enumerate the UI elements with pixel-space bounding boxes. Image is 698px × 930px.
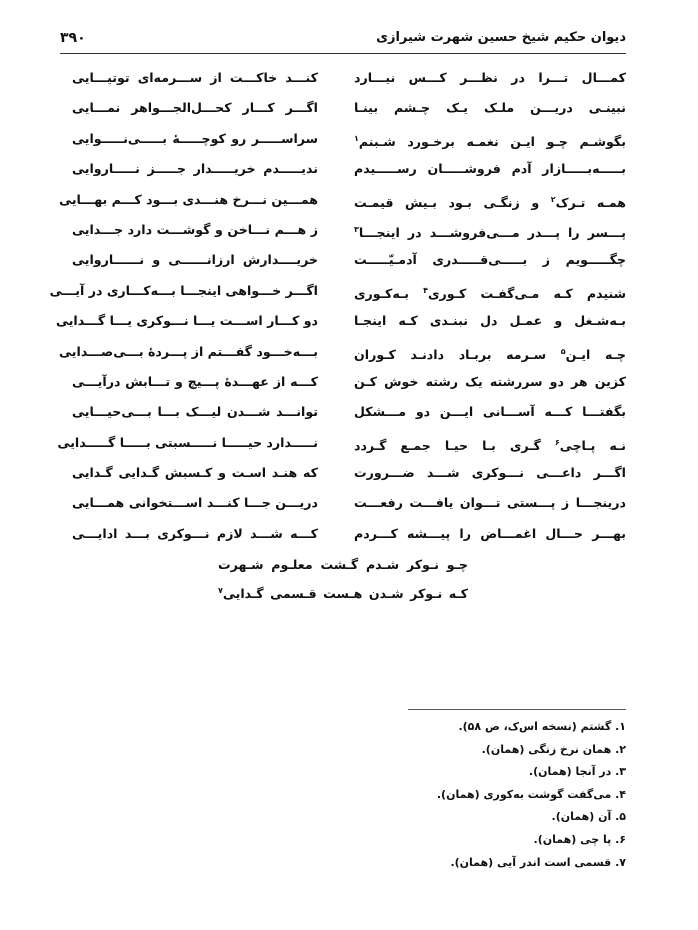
footnote-marker: ۶ [554,437,560,447]
hemistich-text: گـری بـا حيـا جمـع گـردد [354,437,555,453]
couplet [60,157,626,187]
footnote: ۵. آن (همان). [551,810,626,824]
hemistich-text: کـه نـوکر شـدن هـست قـسمی گـدايی [222,586,468,602]
left-hemistich: همـــين نـــرخ هنـــدی بـــود کـــم بهـــايی [59,191,318,207]
left-hemistich: توانـــد شـــدن ليـــک بـــا بـــی‌حيـــايی [72,404,318,420]
couplet [57,431,626,461]
left-hemistich: دو کـــار اســـت يـــا نـــوکری يـــا گـــدايی [55,313,318,329]
left-hemistich: کنـــد خاکـــت از ســـرمه‌ای توتيـــايی [72,70,318,85]
footnote: ۷. قسمی است اندر آیی (همان). [450,855,626,869]
right-hemistich: بـه‌شـغل و عمـل دل نبنـدی کـه اينجـا [354,313,626,329]
right-hemistich: کمـــال تـــرا در نظـــر کـــس نيـــارد [354,70,626,85]
hemistich-text: شنيدم کـه مـی‌گفـت کـوری [428,285,627,301]
left-hemistich: ز هـــم نـــاخن و گوشـــت دارد جـــدايی [72,221,318,237]
couplet [60,491,626,521]
footnote: ۶. پا چی (همان). [533,832,626,846]
left-hemistich: کـــه شـــد لازم نـــوکری بـــد ادايـــی [72,525,318,541]
right-hemistich [354,188,626,215]
final-line-1: چـو نـوکر شـدم گـشت معلـوم شـهرت [218,557,468,573]
footnote-marker: ۱ [354,133,359,143]
left-hemistich: کـــه از عهـــدهٔ پـــيچ و تـــابش درآيـــی [72,373,318,389]
left-hemistich: نـــــدارد حيـــــا نـــــسبتی بـــــا گـــــدايی [57,434,318,450]
couplet [60,522,626,552]
left-hemistich: دريـــن جـــا کنـــد اســـتخوانی همـــايی [72,495,318,511]
right-hemistich: بهـــر حـــال اغمـــاض را پيـــشه کـــردم [354,525,626,541]
couplet [49,279,627,309]
footnote: ۳. در آنجا (همان). [528,765,626,779]
hemistich-text: پـــسر را پـــدر مـــی‌فروشـــد در اينجـــا [358,225,626,241]
hemistich-text: چـه ايـن [565,346,626,362]
couplet [60,400,626,430]
couplet [60,340,626,370]
hemistich-text: و زنگـی بـود بـيش قيمـت [354,194,551,210]
hemistich-text: بگوشـم چـو ايـن نغمـه برخـورد شـبنم [358,133,626,149]
footnote-marker: ۵ [560,346,566,356]
footnote-marker: ۳ [354,224,359,234]
couplet [60,96,626,126]
hemistich-text: بـه‌کـوری [354,285,424,301]
left-hemistich: اگـــر کـــار کحـــل‌الجـــواهر نمـــايی [72,100,318,116]
footnote: ۱. گشتم (نسخه اس‌ک، ص ۵۸). [458,720,626,733]
footnote: ۴. می‌گفت گوشت به‌کوری (همان). [436,787,626,801]
couplet [60,66,626,96]
hemistich-text: همـه تـرک [555,194,627,210]
right-hemistich: درينجـــا ز پـــستی تـــوان يافـــت رفعـــت [354,495,626,511]
right-hemistich: کزين هر دو سررشته يک رشته خوش کـن [354,373,626,389]
left-hemistich: خريــــدارش ارزانــــــی و نــــــاروايی [72,252,318,268]
right-hemistich [354,127,626,154]
footnote-rule [408,709,626,710]
hemistich-text: سـرمه بربـاد دادنـد کـوران [354,346,561,362]
left-hemistich: نديـــــدم خريـــــدار جـــــز نـــــاروايی [72,161,318,177]
left-hemistich: اگـــر خـــواهی اينجـــا بـــه‌کـــاری در آيـــی [49,282,318,298]
footnote: ۲. همان نرخ زنگی (همان). [481,742,626,756]
right-hemistich: چگـــــويم ز بـــــی‌قـــــدری آدمـيّـــــت [354,252,626,268]
final-line-2 [218,578,468,607]
poem-body [49,66,627,607]
final-couplet [60,552,626,607]
couplet [60,461,626,491]
footnote-marker: ۷ [218,586,223,596]
footnotes [386,716,626,874]
page-number: ۳۹۰ [60,30,86,46]
footnote-marker: ۴ [423,285,429,295]
right-hemistich: نبينـی دريـــن ملـک يـک چـشم بينـا [354,100,626,116]
footnote-marker: ۲ [550,194,556,204]
right-hemistich [354,431,626,458]
page-header [60,30,626,52]
header-rule [60,53,626,54]
book-title: دیوان حکیم شیخ حسین شهرت شیرازی [376,30,626,45]
left-hemistich: بـــه‌خـــود گفـــتم از پـــردهٔ بـــی‌صـــدايی [59,343,318,359]
right-hemistich [354,340,626,367]
couplet [60,218,626,248]
couplet [60,127,626,157]
right-hemistich: بـــــه‌بـــــازار آدم فروشـــــان رســـــيدم [354,161,626,177]
left-hemistich: که هنـد اسـت و کـسبش گـدايی گـدايی [72,465,318,481]
right-hemistich [354,279,626,306]
hemistich-text: نـه پـاچی [559,437,626,453]
right-hemistich [354,218,626,245]
right-hemistich: اگـــر داعـــی نـــوکری شـــد ضـــرورت [354,465,626,481]
couplet [60,188,626,218]
couplet [60,248,626,278]
right-hemistich: بگفتـــا کـــه آســـانی ايـــن دو مـــشکل [354,404,626,420]
couplet [60,370,626,400]
left-hemistich: سراســـــر رو کوچـــــهٔ بـــــی‌نـــــوايی [72,130,318,146]
couplet [55,309,626,339]
